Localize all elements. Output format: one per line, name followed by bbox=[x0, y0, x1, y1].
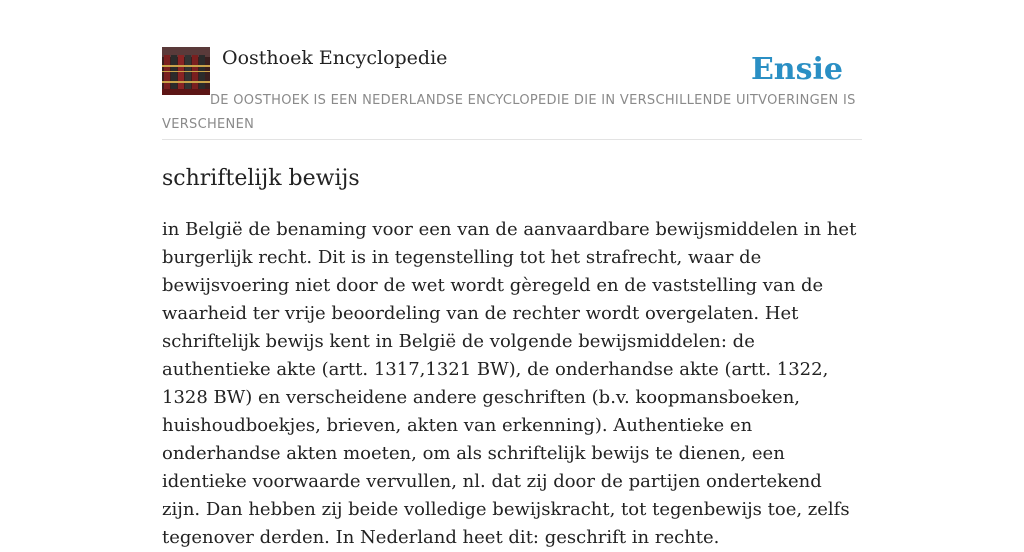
book-spines-icon bbox=[162, 47, 210, 95]
brand-logo[interactable]: Ensie bbox=[750, 52, 843, 87]
site-tagline: DE OOSTHOEK IS EEN NEDERLANDSE ENCYCLOPEDIE DIE IN VERSCHILLENDE UITVOERINGEN IS VERSCHENEN bbox=[162, 93, 856, 132]
entry-body: in België de benaming voor een van de aanvaardbare bewijsmiddelen in het burgerlijk recht. Dit is in tegenstelling tot het strafrecht, waar de bewijsvoering niet door de wet wordt gèregeld en de vaststelling van de waarheid ter vrije beoordeling van de rechter wordt overgelaten. Het schriftelijk bewijs kent in België de volgende bewijsmiddelen: de authentieke akte (artt. 1317,1321 BW), de onderhandse akte (artt. 1322, 1328 BW) en verscheidene andere geschriften (b.v. koopmansboeken, huishoudboekjes, brieven, akten van erkenning). Authentieke en onderhandse akten moeten, om als schriftelijk bewijs te dienen, een identieke voorwaarde vervullen, nl. dat zij door de partijen ondertekend zijn. Dan hebben zij beide volledige bewijskracht, tot tegenbewijs toe, zelfs tegenover derden. In Nederland heet dit: geschrift in rechte. bbox=[162, 219, 857, 548]
entry-title: schriftelijk bewijs bbox=[162, 166, 360, 191]
header-divider bbox=[162, 139, 862, 140]
avatar[interactable] bbox=[162, 47, 210, 95]
site-name[interactable]: Oosthoek Encyclopedie bbox=[222, 47, 448, 69]
